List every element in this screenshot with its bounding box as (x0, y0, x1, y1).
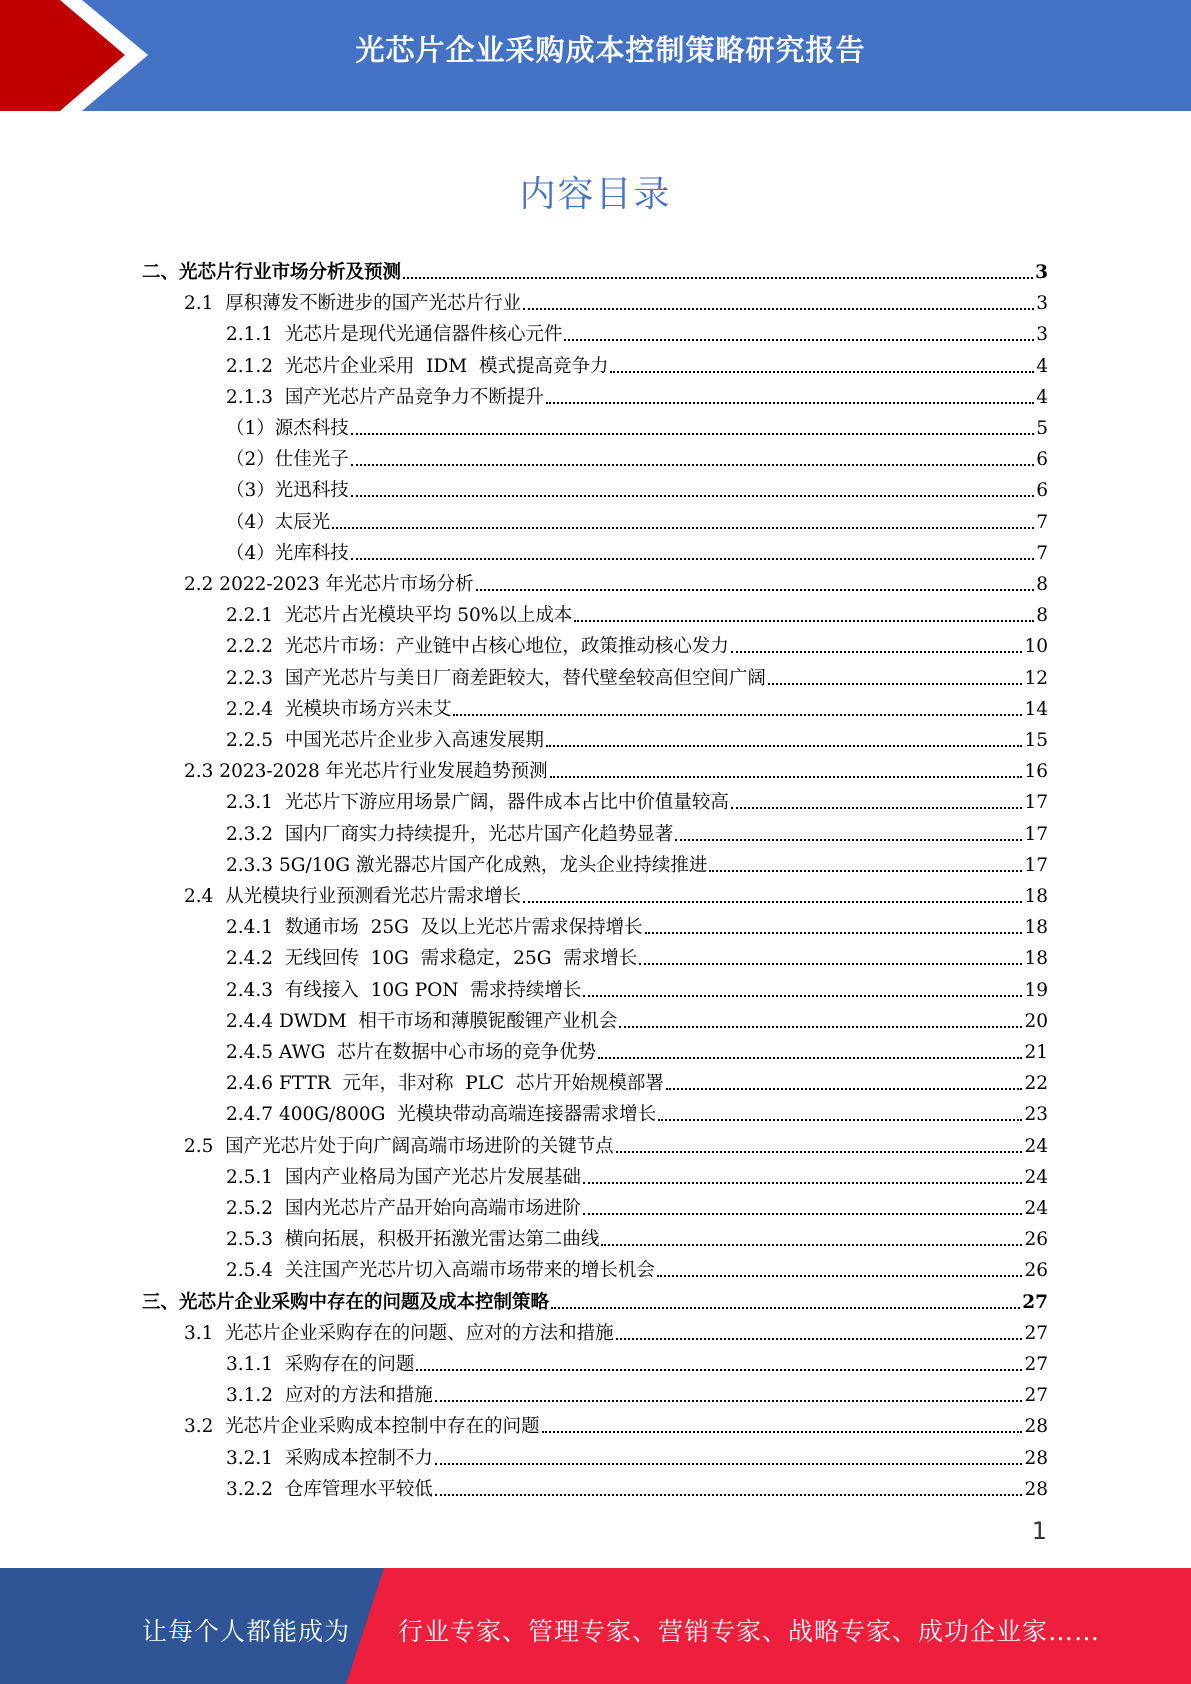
toc-entry-label: 2.3.3 5G/10G 激光器芯片国产化成熟，龙头企业持续推进 (226, 854, 708, 876)
toc-dot-leader (639, 963, 1022, 965)
toc-entry-label: 2.4.4 DWDM 相干市场和薄膜铌酸锂产业机会 (226, 1010, 618, 1032)
toc-entry[interactable] (226, 596, 1048, 627)
toc-entry-label: 2.4.6 FTTR 元年，非对称 PLC 芯片开始规模部署 (226, 1073, 664, 1095)
toc-entry-label: 2.2.3 国产光芯片与美日厂商差距较大，替代壁垒较高但空间广阔 (226, 667, 766, 689)
toc-entry-page: 28 (1024, 1416, 1048, 1438)
toc-dot-leader (583, 1182, 1023, 1184)
toc-entry-label: 2.3.1 光芯片下游应用场景广阔，器件成本占比中价值量较高 (226, 792, 729, 814)
toc-entry[interactable] (226, 1158, 1048, 1189)
toc-heading: 内容目录 (519, 174, 672, 215)
toc-entry[interactable] (226, 315, 1048, 346)
toc-entry-page: 24 (1024, 1198, 1048, 1219)
toc-dot-leader (616, 1338, 1023, 1340)
toc-entry[interactable] (226, 503, 1048, 534)
toc-entry-page: 7 (1036, 511, 1048, 533)
toc-entry-page: 18 (1024, 886, 1048, 907)
toc-entry[interactable] (226, 347, 1048, 378)
page-footer (0, 1568, 1191, 1684)
toc-entry-page: 5 (1036, 418, 1048, 439)
toc-entry-page: 18 (1024, 948, 1048, 970)
toc-entry[interactable] (226, 815, 1048, 846)
toc-dot-leader (542, 1431, 1023, 1433)
toc-entry-label: 2.2 2022-2023 年光芯片市场分析 (184, 574, 474, 595)
toc-entry-page: 21 (1024, 1042, 1048, 1063)
footer-slogan-right: 行业专家、管理专家、营销专家、战略专家、成功企业家…… (398, 1617, 1101, 1646)
toc-dot-leader (657, 1275, 1023, 1277)
toc-dot-leader (598, 1057, 1022, 1059)
toc-dot-leader (610, 371, 1034, 373)
toc-entry[interactable] (226, 971, 1048, 1002)
toc-entry-page: 27 (1024, 1354, 1048, 1375)
toc-entry-label: 2.3 2023-2028 年光芯片行业发展趋势预测 (184, 761, 548, 783)
report-title: 光芯片企业采购成本控制策略研究报告 (355, 33, 866, 67)
toc-entry-label: 2.5.3 横向拓展，积极开拓激光雷达第二曲线 (226, 1229, 600, 1251)
toc-entry-label: 3.2 光芯片企业采购成本控制中存在的问题 (184, 1416, 540, 1438)
toc-entry-label: （2）仕佳光子 (226, 449, 349, 471)
toc-dot-leader (583, 1213, 1023, 1215)
toc-entry[interactable] (226, 1439, 1048, 1470)
toc-entry[interactable] (226, 1470, 1048, 1501)
toc-entry-page: 19 (1024, 979, 1048, 1001)
toc-dot-leader (551, 1307, 1020, 1309)
toc-dot-leader (666, 1088, 1023, 1090)
toc-entry[interactable] (142, 1283, 1048, 1314)
toc-entry[interactable] (226, 690, 1048, 721)
toc-dot-leader (583, 995, 1022, 997)
toc-dot-leader (351, 495, 1034, 497)
toc-entry-label: 2.2.1 光芯片占光模块平均 50%以上成本 (226, 605, 573, 627)
toc-dot-leader (435, 1494, 1023, 1496)
toc-entry[interactable] (226, 659, 1048, 690)
toc-entry-label: 2.4.5 AWG 芯片在数据中心市场的竞争优势 (226, 1042, 597, 1063)
toc-entry[interactable] (226, 534, 1048, 565)
toc-dot-leader (574, 620, 1034, 622)
toc-entry-label: 3.2.1 采购成本控制不力 (226, 1447, 433, 1469)
toc-entry-page: 6 (1036, 449, 1048, 471)
toc-entry-page: 27 (1024, 1322, 1048, 1344)
toc-entry-page: 6 (1036, 480, 1048, 502)
toc-entry-label: 2.4.7 400G/800G 光模块带动高端连接器需求增长 (226, 1104, 657, 1126)
toc-entry-page: 7 (1036, 542, 1048, 564)
toc-dot-leader (546, 402, 1034, 404)
toc-entry-label: 2.5.4 关注国产光芯片切入高端市场带来的增长机会 (226, 1260, 655, 1282)
toc-entry-page: 24 (1024, 1166, 1048, 1188)
toc-entry-page: 23 (1024, 1104, 1048, 1126)
toc-entry[interactable] (226, 378, 1048, 409)
toc-entry-label: 2.1.2 光芯片企业采用 IDM 模式提高竞争力 (226, 355, 609, 377)
page-number: 1 (1031, 1517, 1047, 1545)
toc-dot-leader (768, 683, 1023, 685)
toc-entry[interactable] (226, 409, 1048, 440)
toc-entry-label: 2.1.1 光芯片是现代光通信器件核心元件 (226, 324, 563, 346)
toc-entry-page: 10 (1024, 636, 1048, 658)
toc-entry-page: 14 (1024, 698, 1048, 720)
footer-slogan-left: 让每个人都能成为 (142, 1617, 351, 1646)
toc-dot-leader (523, 308, 1034, 310)
toc-entry[interactable] (226, 440, 1048, 471)
toc-entry[interactable] (226, 1002, 1048, 1033)
toc-entry-page: 17 (1024, 854, 1048, 876)
toc-entry-page: 18 (1024, 917, 1048, 939)
toc-entry-label: 2.5.1 国内产业格局为国产光芯片发展基础 (226, 1166, 581, 1188)
toc-entry[interactable] (226, 1376, 1048, 1407)
toc-entry-label: 2.2.2 光芯片市场：产业链中占核心地位，政策推动核心发力 (226, 636, 729, 658)
toc-entry-label: 3.1.1 采购存在的问题 (226, 1354, 415, 1375)
toc-entry-label: 2.3.2 国内厂商实力持续提升，光芯片国产化趋势显著 (226, 823, 674, 845)
toc-dot-leader (476, 589, 1035, 591)
toc-dot-leader (675, 839, 1022, 841)
toc-dot-leader (351, 433, 1034, 435)
toc-entry[interactable] (184, 752, 1048, 783)
toc-entry-label: （1）源杰科技 (226, 418, 349, 439)
toc-entry-page: 28 (1024, 1447, 1048, 1469)
page-header (0, 0, 1191, 111)
toc-dot-leader (731, 807, 1023, 809)
toc-entry-page: 3 (1036, 293, 1048, 315)
toc-entry-page: 27 (1024, 1385, 1048, 1407)
toc-entry-page: 17 (1024, 792, 1048, 814)
toc-dot-leader (351, 558, 1034, 560)
toc-entry[interactable] (226, 908, 1048, 939)
toc-entry-page: 28 (1024, 1478, 1048, 1500)
toc-entry[interactable] (226, 627, 1048, 658)
toc-entry[interactable] (226, 1345, 1048, 1376)
toc-entry-page: 4 (1036, 386, 1048, 408)
toc-entry-page: 16 (1024, 761, 1048, 783)
toc-entry[interactable] (226, 1064, 1048, 1095)
toc-dot-leader (416, 1369, 1022, 1371)
toc-entry-label: 3.1 光芯片企业采购存在的问题、应对的方法和措施 (184, 1322, 614, 1344)
toc-entry-label: 2.1.3 国产光芯片产品竞争力不断提升 (226, 386, 544, 408)
toc-entry-label: 2.2.5 中国光芯片企业步入高速发展期 (226, 730, 544, 751)
toc-dot-leader (731, 651, 1023, 653)
toc-entry-label: （4）光库科技 (226, 542, 349, 564)
toc-entry-page: 20 (1024, 1010, 1048, 1032)
toc-entry-page: 24 (1024, 1135, 1048, 1157)
toc-dot-leader (601, 1244, 1022, 1246)
toc-entry-label: （4）太辰光 (226, 511, 331, 533)
toc-entry-label: （3）光迅科技 (226, 480, 349, 502)
toc-entry-page: 22 (1024, 1073, 1048, 1095)
toc-dot-leader (564, 339, 1034, 341)
toc-entry-label: 2.5.2 国内光芯片产品开始向高端市场进阶 (226, 1198, 581, 1219)
toc-entry-page: 15 (1024, 730, 1048, 751)
toc-entry[interactable] (226, 1251, 1048, 1282)
toc-entry-page: 3 (1036, 324, 1048, 346)
toc-entry-label: 2.1 厚积薄发不断进步的国产光芯片行业 (184, 293, 522, 315)
toc-entry-page: 8 (1036, 605, 1048, 627)
toc-dot-leader (351, 464, 1034, 466)
toc-entry-label: 2.2.4 光模块市场方兴未艾 (226, 698, 452, 720)
toc-entry[interactable] (142, 253, 1048, 284)
toc-entry-page: 26 (1024, 1229, 1048, 1251)
toc-entry[interactable] (184, 565, 1048, 596)
toc-entry[interactable] (226, 471, 1048, 502)
toc-dot-leader (332, 527, 1034, 529)
toc-entry[interactable] (226, 939, 1048, 970)
toc-entry-label: 三、光芯片企业采购中存在的问题及成本控制策略 (142, 1291, 550, 1313)
toc-entry-page: 27 (1022, 1291, 1048, 1313)
toc-entry[interactable] (184, 1407, 1048, 1438)
toc-dot-leader (453, 714, 1022, 716)
toc-dot-leader (435, 1400, 1023, 1402)
toc-entry-label: 二、光芯片行业市场分析及预测 (142, 262, 402, 283)
toc-entry-page: 8 (1036, 574, 1048, 595)
toc-entry[interactable] (184, 1314, 1048, 1345)
toc-entry[interactable] (226, 1033, 1048, 1064)
toc-entry[interactable] (226, 1189, 1048, 1220)
toc-dot-leader (658, 1119, 1022, 1121)
toc-entry[interactable] (226, 1095, 1048, 1126)
toc-dot-leader (550, 776, 1023, 778)
toc-entry-page: 4 (1036, 355, 1048, 377)
toc-entry-label: 2.4.3 有线接入 10G PON 需求持续增长 (226, 979, 582, 1001)
toc-entry-page: 3 (1035, 262, 1048, 283)
toc-entry-page: 26 (1024, 1260, 1048, 1282)
toc-entry[interactable] (226, 721, 1048, 752)
toc-entry[interactable] (226, 846, 1048, 877)
toc-entry-label: 2.4.1 数通市场 25G 及以上光芯片需求保持增长 (226, 917, 643, 939)
toc-entry-label: 2.5 国产光芯片处于向广阔高端市场进阶的关键节点 (184, 1135, 614, 1157)
toc-dot-leader (645, 932, 1023, 934)
toc-entry-label: 3.1.2 应对的方法和措施 (226, 1385, 433, 1407)
toc-entry-label: 3.2.2 仓库管理水平较低 (226, 1478, 433, 1500)
toc-dot-leader (523, 901, 1022, 903)
toc-dot-leader (435, 1463, 1023, 1465)
toc-entry[interactable] (226, 1220, 1048, 1251)
toc-dot-leader (546, 745, 1023, 747)
toc-entry[interactable] (184, 877, 1048, 908)
toc-entry-page: 12 (1024, 667, 1048, 689)
toc-entry[interactable] (184, 284, 1048, 315)
toc-dot-leader (403, 277, 1033, 279)
toc-dot-leader (616, 1151, 1023, 1153)
toc-dot-leader (709, 870, 1022, 872)
toc-dot-leader (619, 1026, 1022, 1028)
toc-entry-label: 2.4.2 无线回传 10G 需求稳定，25G 需求增长 (226, 948, 638, 970)
toc-entry-page: 17 (1024, 823, 1048, 845)
toc-entry-label: 2.4 从光模块行业预测看光芯片需求增长 (184, 886, 522, 907)
toc-entry[interactable] (184, 1127, 1048, 1158)
toc-entry[interactable] (226, 783, 1048, 814)
